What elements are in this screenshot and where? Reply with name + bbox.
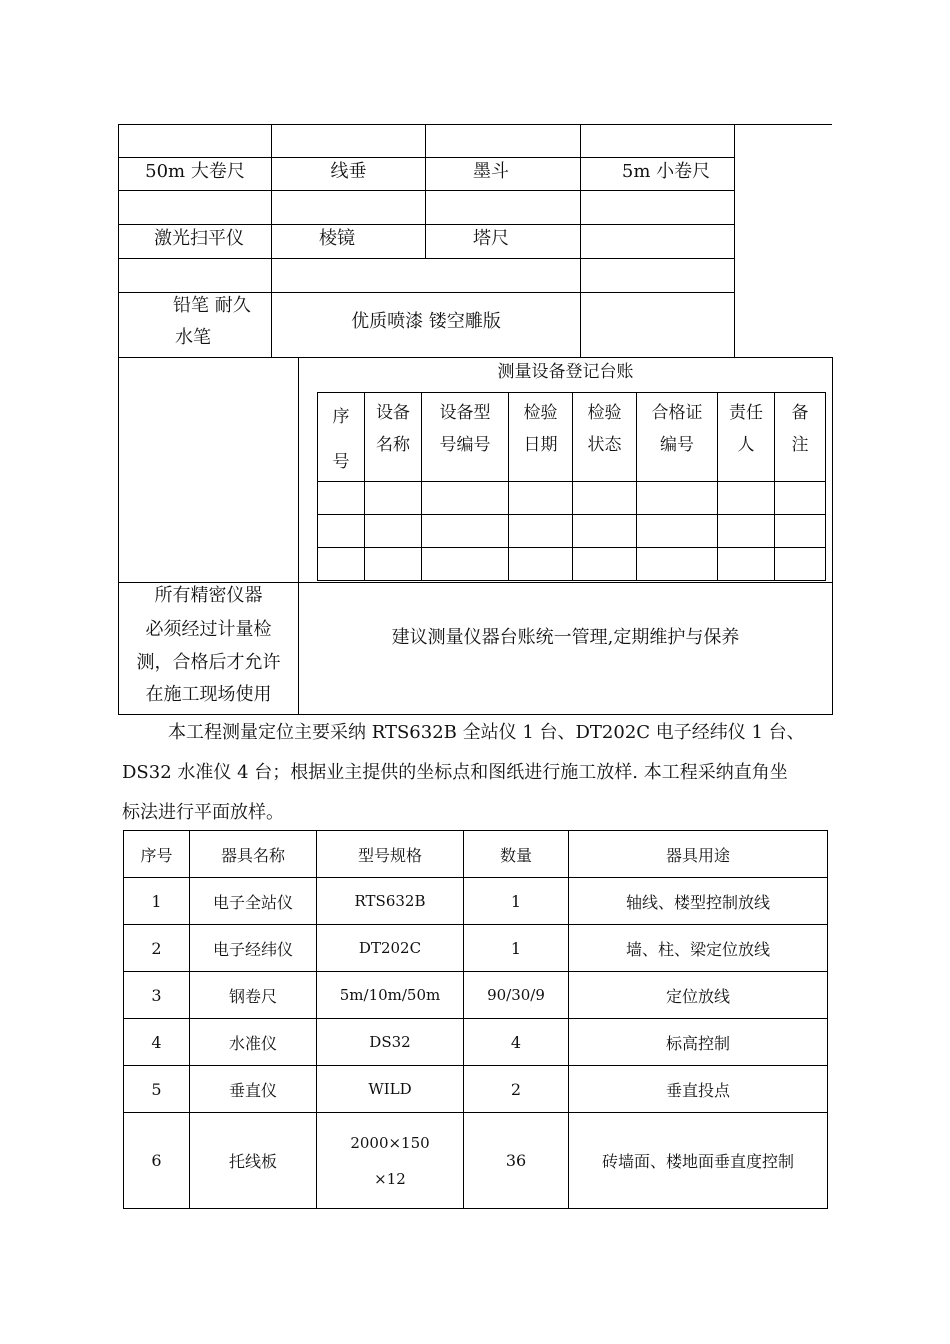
cell-use: 垂直投点	[569, 1066, 828, 1113]
cell-qty: 36	[464, 1113, 569, 1209]
ledger-header: 检验 状态	[573, 393, 637, 482]
grid-line	[734, 124, 735, 358]
grid-line	[832, 357, 833, 715]
tools-header: 型号规格	[317, 831, 464, 878]
grid-line	[118, 124, 832, 125]
cell-name: 钢卷尺	[190, 972, 317, 1019]
cell-use: 定位放线	[569, 972, 828, 1019]
grid-line	[118, 582, 833, 583]
ledger-header: 合格证 编号	[637, 393, 718, 482]
grid-cell-staff: 塔尺	[473, 228, 509, 249]
tools-header: 器具名称	[190, 831, 317, 878]
cell-qty: 1	[464, 925, 569, 972]
cell-name: 电子全站仪	[190, 878, 317, 925]
grid-cell-spray-stencil: 优质喷漆 镂空雕版	[351, 311, 501, 332]
cell-no: 4	[124, 1019, 190, 1066]
cell-name: 托线板	[190, 1113, 317, 1209]
cell-qty: 90/30/9	[464, 972, 569, 1019]
grid-cell-pen: 水笔	[175, 327, 211, 348]
ledger-table	[317, 392, 826, 581]
cell-model: RTS632B	[317, 878, 464, 925]
ledger-title: 测量设备登记台账	[497, 362, 634, 382]
grid-line	[298, 357, 299, 715]
note-left-line: 必须经过计量检	[145, 619, 272, 640]
grid-cell-plumb: 线垂	[330, 161, 367, 182]
grid-cell-pencil: 铅笔 耐久	[173, 295, 251, 316]
cell-use: 砖墙面、楼地面垂直度控制	[569, 1113, 828, 1209]
note-right: 建议测量仪器台账统一管理,定期维护与保养	[391, 627, 740, 648]
grid-cell-tape-5m: 5m 小卷尺	[621, 161, 711, 182]
cell-model: WILD	[317, 1066, 464, 1113]
paragraph-line: 标法进行平面放样。	[122, 802, 284, 823]
ledger-header: 设备 名称	[365, 393, 422, 482]
cell-name: 电子经纬仪	[190, 925, 317, 972]
cell-no: 2	[124, 925, 190, 972]
note-left-line: 在施工现场使用	[145, 684, 272, 705]
cell-name: 水准仪	[190, 1019, 317, 1066]
grid-cell-prism: 棱镜	[319, 228, 355, 249]
cell-no: 1	[124, 878, 190, 925]
paragraph-line: DS32 水准仪 4 台；根据业主提供的坐标点和图纸进行施工放样. 本工程采纳直角坐	[122, 762, 788, 783]
ledger-header: 备 注	[775, 393, 826, 482]
ledger-empty-row	[318, 482, 826, 515]
cell-use: 墙、柱、梁定位放线	[569, 925, 828, 972]
grid-line	[118, 224, 735, 225]
grid-cell-ink-line: 墨斗	[473, 161, 509, 182]
cell-no: 5	[124, 1066, 190, 1113]
cell-model: DS32	[317, 1019, 464, 1066]
cell-model: 5m/10m/50m	[317, 972, 464, 1019]
cell-model: 2000×150 ×12	[317, 1113, 464, 1209]
cell-no: 3	[124, 972, 190, 1019]
grid-line	[118, 190, 735, 191]
cell-name: 垂直仪	[190, 1066, 317, 1113]
ledger-header: 检验 日期	[509, 393, 573, 482]
cell-use: 轴线、楼型控制放线	[569, 878, 828, 925]
cell-model: DT202C	[317, 925, 464, 972]
tools-header: 序号	[124, 831, 190, 878]
table-row	[124, 1066, 828, 1113]
tools-table	[123, 830, 828, 1209]
table-row	[124, 1019, 828, 1066]
table-row	[124, 878, 828, 925]
tools-header: 数量	[464, 831, 569, 878]
grid-cell-tape-50m: 50m 大卷尺	[145, 161, 245, 182]
note-left-line: 测，合格后才允许	[136, 652, 281, 673]
grid-line	[118, 258, 735, 259]
cell-use: 标高控制	[569, 1019, 828, 1066]
grid-line	[118, 357, 833, 358]
grid-line	[580, 124, 581, 358]
grid-cell-laser-level: 激光扫平仪	[154, 228, 244, 249]
ledger-header: 序 号	[318, 393, 365, 482]
ledger-header: 设备型 号编号	[422, 393, 509, 482]
table-row	[124, 972, 828, 1019]
ledger-header: 责任 人	[718, 393, 775, 482]
cell-qty: 1	[464, 878, 569, 925]
ledger-empty-row	[318, 548, 826, 581]
cell-qty: 4	[464, 1019, 569, 1066]
tools-header: 器具用途	[569, 831, 828, 878]
grid-line	[118, 292, 735, 293]
table-row	[124, 1113, 828, 1209]
paragraph-line: 本工程测量定位主要采纳 RTS632B 全站仪 1 台、DT202C 电子经纬仪 1 台、	[168, 722, 805, 743]
note-left-line: 所有精密仪器	[154, 585, 263, 606]
cell-qty: 2	[464, 1066, 569, 1113]
grid-line	[118, 157, 735, 158]
table-row	[124, 925, 828, 972]
cell-no: 6	[124, 1113, 190, 1209]
ledger-empty-row	[318, 515, 826, 548]
body-paragraph	[122, 713, 834, 833]
